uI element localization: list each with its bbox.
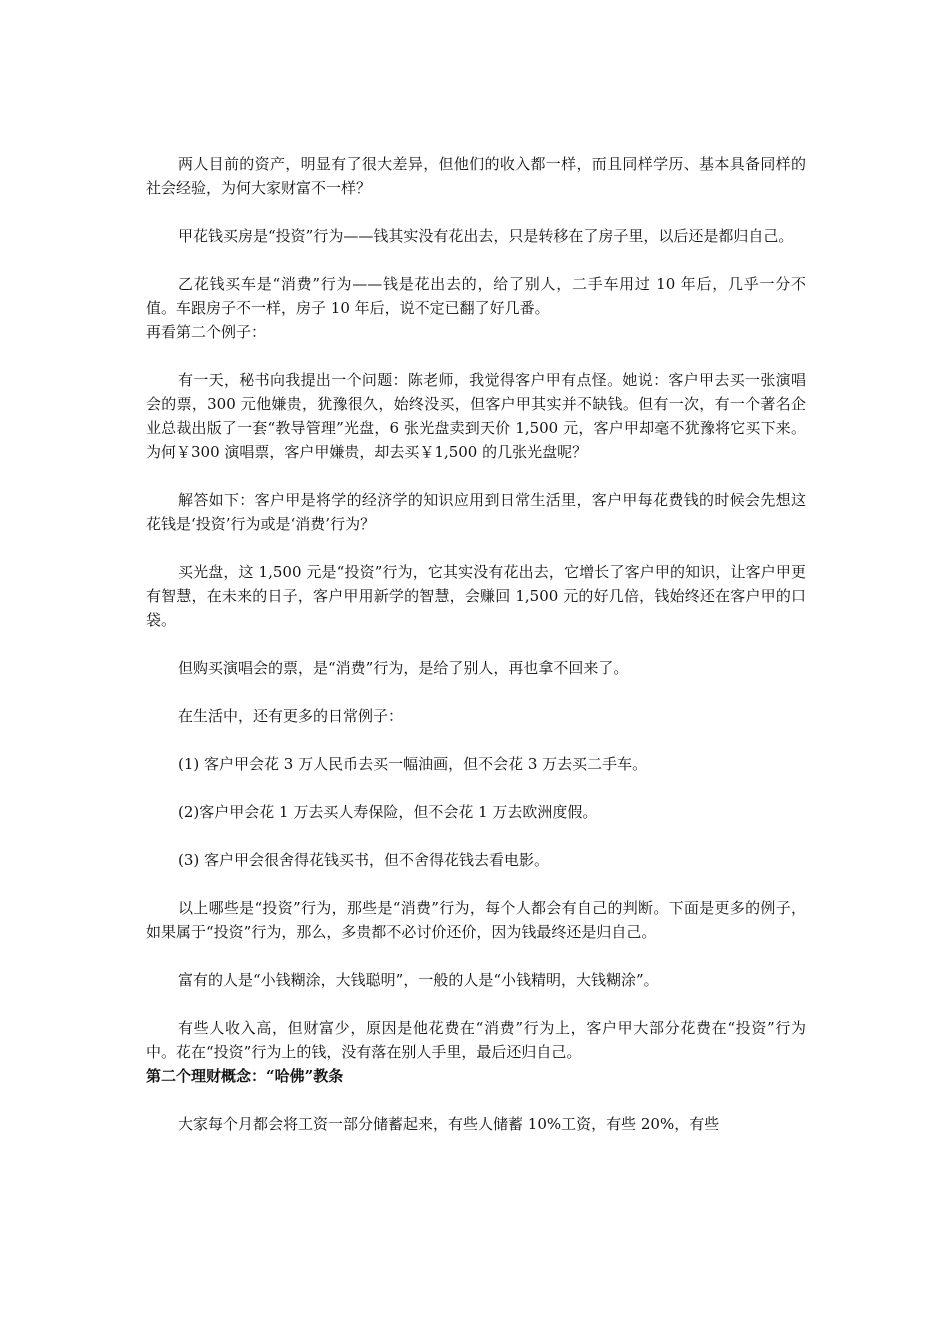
list-item-books: (3) 客户甲会很舍得花钱买书，但不舍得花钱去看电影。 (178, 851, 550, 869)
paragraph-savings: 大家每个月都会将工资一部分储蓄起来，有些人储蓄 10%工资，有些 20%，有些 (178, 1115, 720, 1133)
paragraph-secretary-question: 有一天，秘书向我提出一个问题：陈老师，我觉得客户甲有点怪。她说：客户甲去买一张演唱会的票，300 元他嫌贵，犹豫很久，始终没买，但客户甲其实并不缺钱。但有一次，有一个著名企业总裁出版了一套“教导管理”光盘，6 张光盘卖到天价 1,500 元，客户甲却毫不犹豫将它买下来。为何￥300 演唱票，客户甲嫌贵，却去买￥1,500 的几张光盘呢？ (146, 371, 806, 461)
list-item-life-insurance: (2)客户甲会花 1 万去买人寿保险，但不会花 1 万去欧洲度假。 (178, 803, 598, 821)
paragraph-cd-investment: 买光盘，这 1,500 元是“投资”行为，它其实没有花出去，它增长了客户甲的知识，让客户甲更有智慧，在未来的日子，客户甲用新学的智慧，会赚回 1,500 元的好几倍，钱始终还在客户甲的口袋。 (146, 563, 806, 629)
paragraph-more-examples: 在生活中，还有更多的日常例子： (178, 707, 404, 725)
paragraph-car-consumption: 乙花钱买车是“消费”行为——钱是花出去的，给了别人，二手车用过 10 年后，几乎一分不值。车跟房子不一样，房子 10 年后，说不定已翻了好几番。 (146, 275, 806, 317)
paragraph-house-investment: 甲花钱买房是“投资”行为——钱其实没有花出去，只是转移在了房子里，以后还是都归自己。 (178, 227, 794, 245)
document-body (146, 152, 806, 1136)
paragraph-answer: 解答如下：客户甲是将学的经济学的知识应用到日常生活里，客户甲每花费钱的时候会先想这花钱是‘投资’行为或是‘消费’行为？ (146, 491, 806, 533)
section-heading-harvard: 第二个理财概念：“哈佛”教条 (146, 1067, 344, 1085)
paragraph-high-income: 有些人收入高，但财富少，原因是他花费在“消费”行为上，客户甲大部分花费在“投资”行为中。花在“投资”行为上的钱，没有落在别人手里，最后还归自己。 (146, 1019, 806, 1061)
list-item-oil-painting: (1) 客户甲会花 3 万人民币去买一幅油画，但不会花 3 万去买二手车。 (178, 755, 648, 773)
paragraph-judgement: 以上哪些是“投资”行为，那些是“消费”行为，每个人都会有自己的判断。下面是更多的例子，如果属于“投资”行为，那么，多贵都不必讨价还价，因为钱最终还是归自己。 (146, 899, 806, 941)
paragraph-concert-consumption: 但购买演唱会的票，是“消费”行为，是给了别人，再也拿不回来了。 (178, 659, 629, 677)
paragraph-assets-difference: 两人目前的资产，明显有了很大差异，但他们的收入都一样，而且同样学历、基本具备同样的社会经验，为何大家财富不一样？ (146, 155, 806, 197)
paragraph-rich-people: 富有的人是“小钱糊涂，大钱聪明”，一般的人是“小钱精明，大钱糊涂”。 (178, 971, 659, 989)
paragraph-second-example: 再看第二个例子： (146, 323, 267, 341)
